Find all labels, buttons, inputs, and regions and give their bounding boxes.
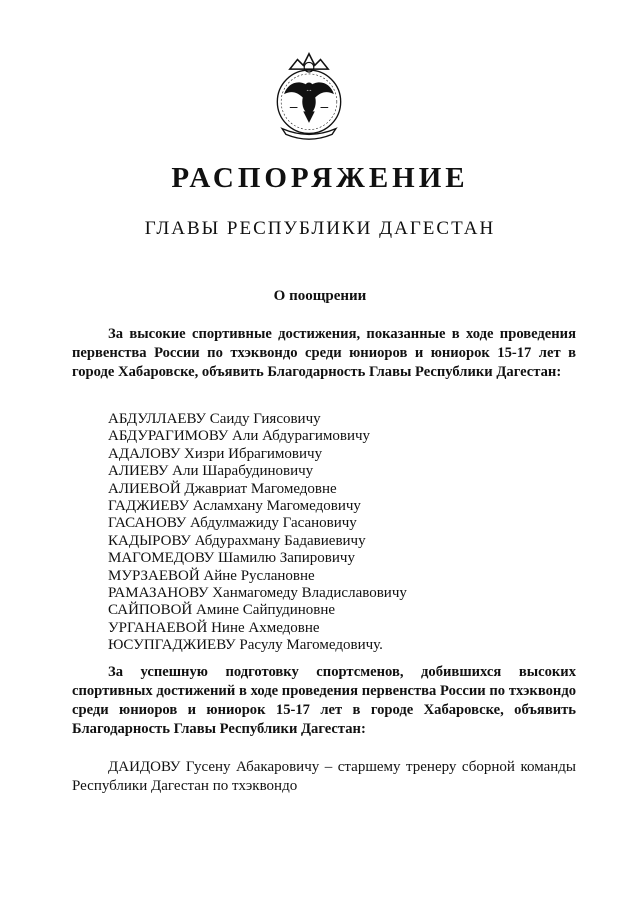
list-item: ГАДЖИЕВУ Асламхану Магомедовичу xyxy=(108,498,361,515)
document-type-title: РАСПОРЯЖЕНИЕ xyxy=(171,162,469,194)
list-item: КАДЫРОВУ Абдурахману Бадавиевичу xyxy=(108,532,366,549)
paragraph-athletes: За высокие спортивные достижения, показанные в ходе проведения первенства России по тхэквондо среди юниоров и юниорок 15-17 лет в городе Хабаровске, объявить Благодарность Главы Республики Дагестан: xyxy=(72,326,576,380)
list-item: АБДУЛЛАЕВУ Саиду Гиясовичу xyxy=(108,411,321,427)
list-item: МАГОМЕДОВУ Шамилю Запировичу xyxy=(108,550,355,567)
list-item: АЛИЕВОЙ Джавриат Магомедовне xyxy=(108,480,337,497)
document-issuer: ГЛАВЫ РЕСПУБЛИКИ ДАГЕСТАН xyxy=(144,218,496,239)
list-item: УРГАНАЕВОЙ Нине Ахмедовне xyxy=(108,619,320,636)
paragraph-coaches: За успешную подготовку спортсменов, добившихся высоких спортивных достижений в ходе проведения первенства России по тхэквондо среди юниоров и юниорок 15-17 лет в городе Хабаровске, объявить Благодарность Главы Республики Дагестан: xyxy=(72,664,576,737)
list-item: ЮСУПГАДЖИЕВУ Расулу Магомедовичу. xyxy=(108,637,383,654)
list-item: РАМАЗАНОВУ Ханмагомеду Владиславовичу xyxy=(108,585,407,602)
paragraph-coach-entry: ДАИДОВУ Гусену Абакаровичу – старшему тренеру сборной команды Республики Дагестан по тхэквондо xyxy=(72,759,576,794)
recipients-list xyxy=(108,411,407,655)
document-subject: О поощрении xyxy=(273,288,367,304)
list-item: АДАЛОВУ Хизри Ибрагимовичу xyxy=(108,445,323,462)
coat-of-arms-icon xyxy=(261,48,357,144)
list-item: МУРЗАЕВОЙ Айне Руслановне xyxy=(108,567,315,584)
list-item: АЛИЕВУ Али Шарабудиновичу xyxy=(108,463,314,480)
list-item: ГАСАНОВУ Абдулмажиду Гасановичу xyxy=(108,515,357,532)
list-item: АБДУРАГИМОВУ Али Абдурагимовичу xyxy=(108,428,371,445)
list-item: САЙПОВОЙ Амине Сайпудиновне xyxy=(108,602,336,619)
